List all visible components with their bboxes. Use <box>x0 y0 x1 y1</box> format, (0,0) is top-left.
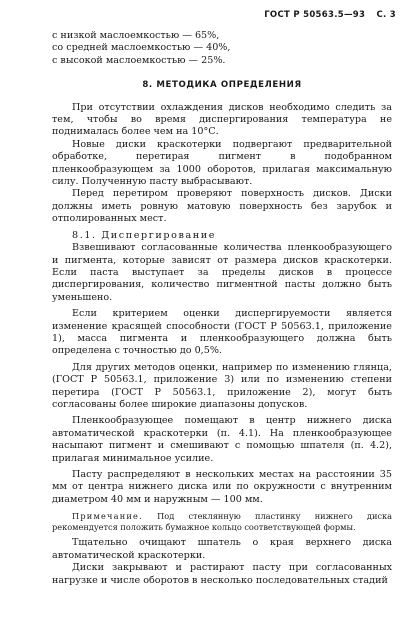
paragraph: Перед перетиром проверяют поверхность дисков. Диски должны иметь ровную матовую поверхность без зарубок и отполированных мест. <box>52 188 392 225</box>
paragraph: Диски закрывают и растирают пасту при согласованных нагрузке и числе оборотов в несколько последовательных стадий <box>52 562 392 586</box>
paragraph: При отсутствии охлаждения дисков необходимо следить за тем, чтобы во время диспергирования температура не поднималась более чем на 10°С. <box>52 101 392 138</box>
standard-number: ГОСТ Р 50563.5—93 <box>264 10 366 20</box>
list-item: со средней маслоемкостью — 40%, <box>52 42 231 54</box>
page-header <box>256 10 396 20</box>
paragraph: Новые диски краскотерки подвергают предварительной обработке, перетирая пигмент в подобранном пленкообразующем за 1000 оборотов, прилагая максимальную силу. Полученную пасту выбрасывают. <box>52 138 392 188</box>
list-item: с высокой маслоемкостью — 25%. <box>52 54 226 66</box>
note-text: Под стеклянную пластинку нижнего диска рекомендуется положить бумажное кольцо соответствующей формы. <box>52 511 392 532</box>
note-label: Примечание. <box>72 511 143 522</box>
paragraph: Тщательно очищают шпатель о края верхнего диска автоматической краскотерки. <box>52 537 392 561</box>
page-number: С. 3 <box>376 10 396 20</box>
document-body <box>52 30 392 587</box>
section-title: 8. МЕТОДИКА ОПРЕДЕЛЕНИЯ <box>142 80 302 91</box>
paragraph: Пасту распределяют в нескольких местах на расстоянии 35 мм от центра нижнего диска или по окружности с внутренним диаметром 40 мм и наружным — 100 мм. <box>52 469 392 505</box>
subsection-title: 8.1. Диспергирование <box>72 229 217 241</box>
paragraph: Взвешивают согласованные количества пленкообразующего и пигмента, которые зависят от размера дисков краскотерки. Если паста выступает за пределы дисков в процессе диспергирования, количество пигментной пасты должно быть уменьшено. <box>52 242 392 303</box>
note <box>52 511 392 532</box>
list-item: с низкой маслоемкостью — 65%, <box>52 30 220 41</box>
oil-capacity-list <box>52 30 392 67</box>
paragraph: Если критерием оценки диспергируемости является изменение красящей способности (ГОСТ Р 50563.1, приложение 1), масса пигмента и пленкообразующего должна быть определена с точностью до 0,5%. <box>52 308 392 357</box>
paragraph: Для других методов оценки, например по изменению глянца, (ГОСТ Р 50563.1, приложение 3) или по изменению степени перетира (ГОСТ Р 50563.1, приложение 2), могут быть согласованы более широкие диапазоны допусков. <box>52 361 392 410</box>
paragraph: Пленкообразующее помещают в центр нижнего диска автоматической краскотерки (п. 4.1). На пленкообразующее насыпают пигмент и смешивают с помощью шпателя (п. 4.2), прилагая минимальное усилие. <box>52 415 392 464</box>
